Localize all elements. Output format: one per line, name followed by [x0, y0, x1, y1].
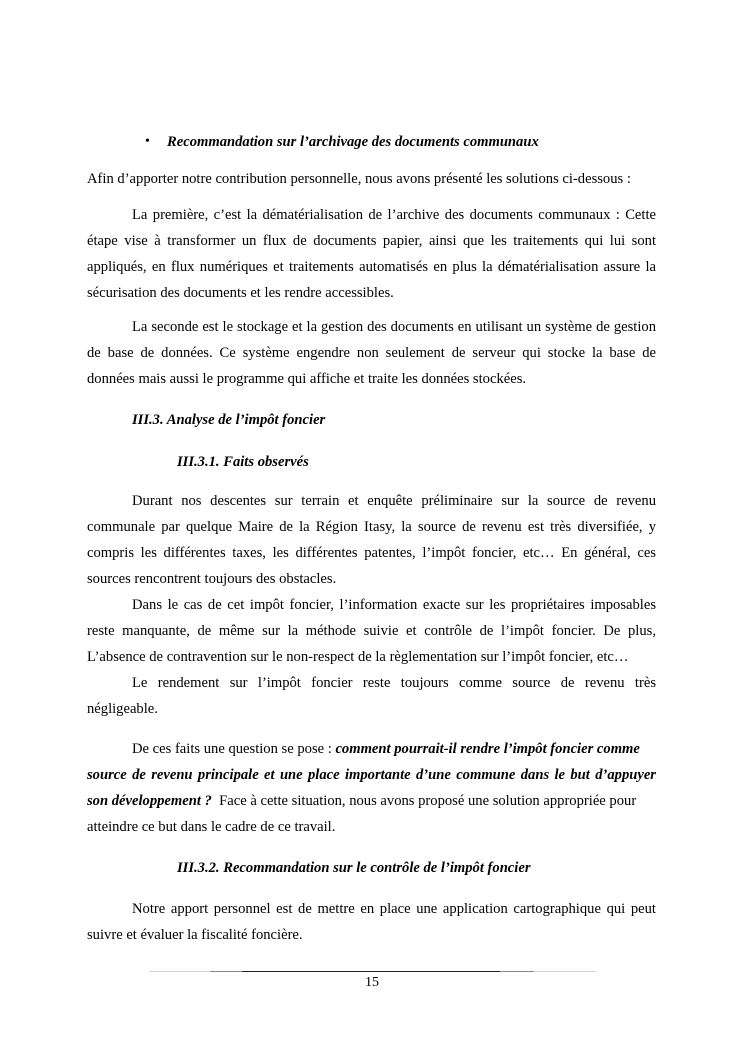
- text-line: Le rendement sur l’impôt foncier reste toujours comme source de revenu très: [132, 675, 656, 691]
- text-line: Notre apport personnel est de mettre en place une application cartographique qui peut: [132, 901, 656, 917]
- text-line: Durant nos descentes sur terrain et enquête préliminaire sur la source de revenu: [132, 493, 656, 509]
- archive-heading: Recommandation sur l’archivage des documents communaux: [167, 134, 539, 150]
- footer-rule-segment: [210, 971, 242, 972]
- text-line: sources rencontrent toujours des obstacles.: [87, 571, 337, 587]
- question-line-2: source de revenu principale et une place importante d’une commune dans le but d’appuyer: [87, 767, 656, 783]
- question-line-3: [87, 792, 656, 810]
- footer-rule-segment: [500, 971, 534, 972]
- footer-rule-right: [534, 971, 596, 972]
- text-line: compris les différentes taxes, les différentes patentes, l’impôt foncier, etc… En général, ces: [87, 545, 656, 561]
- answer-text: Face à cette situation, nous avons proposé une solution appropriée pour: [219, 793, 637, 809]
- subsection-heading-3-3-2: III.3.2. Recommandation sur le contrôle de l’impôt foncier: [177, 860, 531, 876]
- text-line: données mais aussi le programme qui affiche et traite les données stockées.: [87, 371, 527, 387]
- text-line: de base de données. Ce système engendre non seulement de serveur qui stocke la base de: [87, 345, 656, 361]
- text-line: étape vise à transformer un flux de documents papier, ainsi que les traitements qui lui sont: [87, 233, 656, 249]
- footer-rule-left: [150, 971, 210, 972]
- text-line: Dans le cas de cet impôt foncier, l’information exacte sur les propriétaires imposables: [132, 597, 656, 613]
- text-line: communale par quelque Maire de la Région Itasy, la source de revenu est très diversifiée, y: [87, 519, 656, 535]
- question-emphasis: comment pourrait-il rendre l’impôt foncier comme: [335, 741, 640, 757]
- text-line: sécurisation des documents et les rendre accessibles.: [87, 285, 394, 301]
- text-line: atteindre ce but dans le cadre de ce travail.: [87, 819, 336, 835]
- question-emphasis-end: son développement ?: [87, 793, 212, 809]
- page-number: 15: [365, 975, 379, 990]
- bullet-icon: •: [145, 134, 150, 149]
- archive-intro: Afin d’apporter notre contribution personnelle, nous avons présenté les solutions ci-dessous :: [87, 171, 631, 187]
- subsection-heading-3-3-1: III.3.1. Faits observés: [177, 454, 309, 470]
- section-heading-3-3: III.3. Analyse de l’impôt foncier: [132, 412, 326, 428]
- question-line-1: [132, 740, 656, 758]
- text-line: La seconde est le stockage et la gestion des documents en utilisant un système de gestion: [132, 319, 656, 335]
- text-line: appliqués, en flux numériques et traitements automatisés en plus la dématérialisation assure la: [87, 259, 656, 275]
- text-line: La première, c’est la dématérialisation de l’archive des documents communaux : Cette: [132, 207, 656, 223]
- text-line: reste manquante, de même sur la méthode suivie et contrôle de l’impôt foncier. De plus,: [87, 623, 656, 639]
- text-line: suivre et évaluer la fiscalité foncière.: [87, 927, 303, 943]
- question-lead-text: De ces faits une question se pose :: [132, 741, 336, 757]
- text-line: négligeable.: [87, 701, 158, 717]
- text-line: L’absence de contravention sur le non-respect de la règlementation sur l’impôt foncier, etc…: [87, 649, 629, 665]
- footer-rule-center: [242, 971, 500, 972]
